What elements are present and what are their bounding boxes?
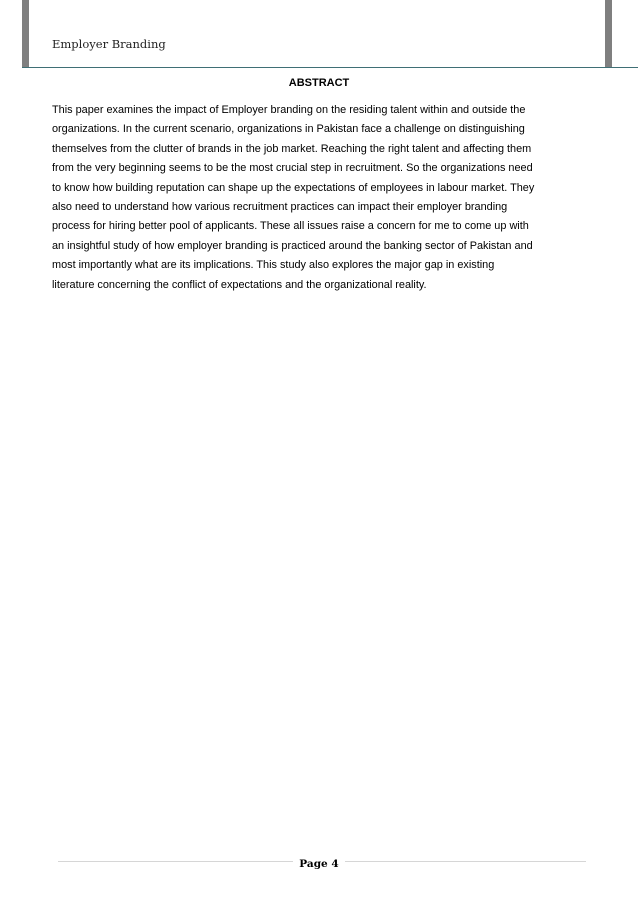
header-left-bar (22, 0, 29, 68)
abstract-line: to know how building reputation can shape up the expectations of employees in labour market. They (52, 181, 535, 194)
page-number (0, 858, 638, 870)
abstract-line: most importantly what are its implications. This study also explores the major gap in existing (52, 259, 495, 272)
header-right-bar (605, 0, 612, 68)
abstract-paragraph (52, 101, 590, 295)
abstract-line: This paper examines the impact of Employer branding on the residing talent within and outside the (52, 104, 526, 116)
abstract-line: also need to understand how various recruitment practices can impact their employer branding (52, 201, 508, 214)
abstract-line: themselves from the clutter of brands in the job market. Reaching the right talent and affecting them (52, 142, 532, 155)
header-divider (22, 67, 638, 68)
abstract-line: literature concerning the conflict of expectations and the organizational reality. (52, 278, 427, 291)
running-header-title: Employer Branding (52, 37, 166, 51)
abstract-line: organizations. In the current scenario, organizations in Pakistan face a challenge on distinguishing (52, 123, 525, 136)
abstract-line: an insightful study of how employer branding is practiced around the banking sector of Pakistan and (52, 239, 533, 252)
abstract-line: from the very beginning seems to be the most crucial step in recruitment. So the organizations need (52, 162, 533, 175)
page-number-label: Page 4 (293, 858, 344, 870)
abstract-line: process for hiring better pool of applicants. These all issues raise a concern for me to come up with (52, 220, 529, 233)
abstract-heading: ABSTRACT (288, 77, 350, 89)
